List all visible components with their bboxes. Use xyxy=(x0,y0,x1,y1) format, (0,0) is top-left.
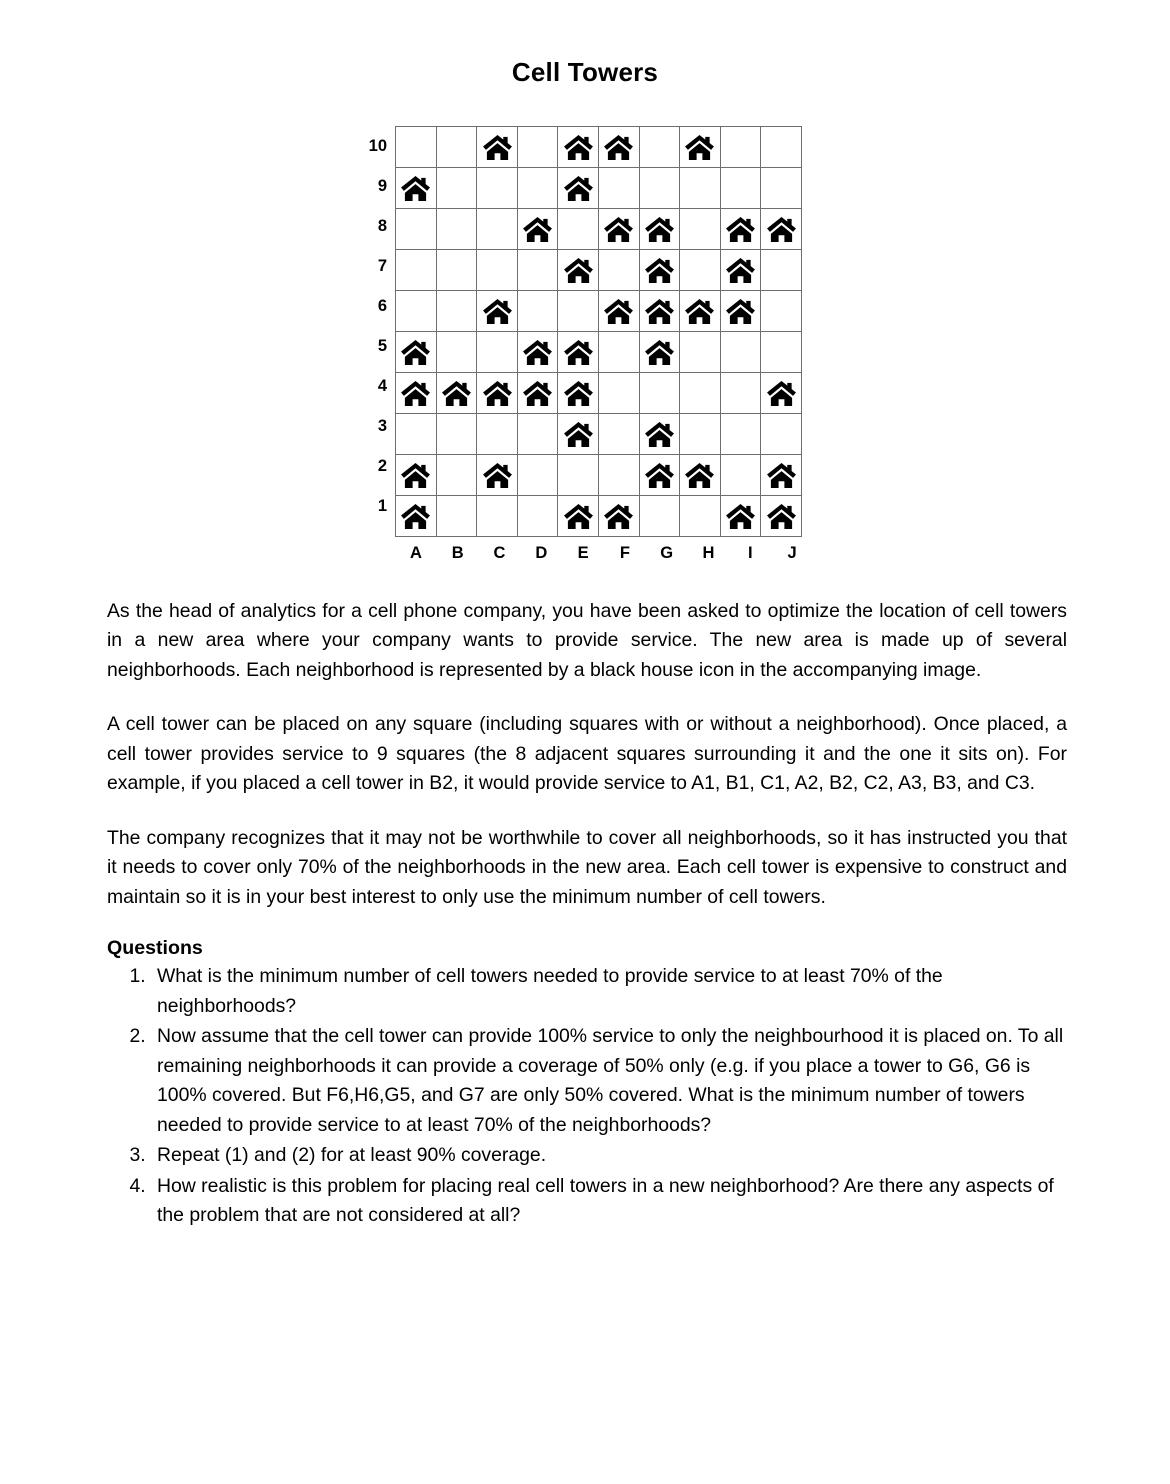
grid-cell-G8[interactable] xyxy=(639,209,680,250)
grid-row-label: 1 xyxy=(377,497,388,515)
grid-column-label: A xyxy=(409,544,422,562)
grid-cell-C10[interactable] xyxy=(477,127,518,168)
grid-cell-A6[interactable] xyxy=(396,291,437,332)
grid-cell-C3[interactable] xyxy=(477,414,518,455)
grid-cell-C1[interactable] xyxy=(477,496,518,537)
house-icon xyxy=(396,380,436,407)
grid-column-labels xyxy=(395,544,813,563)
house-icon xyxy=(558,134,598,161)
question-item: 3. Repeat (1) and (2) for at least 90% coverage. xyxy=(151,1141,1067,1170)
grid-cell-F8[interactable] xyxy=(598,209,639,250)
grid-cell-I10[interactable] xyxy=(720,127,761,168)
question-item: 4. How realistic is this problem for placing real cell towers in a new neighborhood? Are there any aspects of the problem that are not considered at all? xyxy=(151,1172,1067,1231)
house-icon xyxy=(558,339,598,366)
grid-cell-H3[interactable] xyxy=(680,414,721,455)
grid-row-label: 8 xyxy=(377,217,388,235)
grid-cell-C7[interactable] xyxy=(477,250,518,291)
grid-cell-B2[interactable] xyxy=(436,455,477,496)
grid-cell-A8[interactable] xyxy=(396,209,437,250)
grid-cell-G7[interactable] xyxy=(639,250,680,291)
grid-cell-J2[interactable] xyxy=(761,455,802,496)
grid-row xyxy=(396,127,802,168)
grid-cell-B5[interactable] xyxy=(436,332,477,373)
grid-cell-H2[interactable] xyxy=(680,455,721,496)
grid-cell-H9[interactable] xyxy=(680,168,721,209)
grid-cell-G2[interactable] xyxy=(639,455,680,496)
grid-cell-C4[interactable] xyxy=(477,373,518,414)
grid-cell-J10[interactable] xyxy=(761,127,802,168)
grid-cell-G9[interactable] xyxy=(639,168,680,209)
grid-cell-C2[interactable] xyxy=(477,455,518,496)
grid-cell-E4[interactable] xyxy=(558,373,599,414)
grid-cell-I3[interactable] xyxy=(720,414,761,455)
question-item: 1. What is the minimum number of cell towers needed to provide service to at least 70% of the neighborhoods? xyxy=(151,962,1067,1021)
grid-row xyxy=(396,168,802,209)
grid-cell-H7[interactable] xyxy=(680,250,721,291)
house-icon xyxy=(640,257,680,284)
house-icon xyxy=(599,298,639,325)
grid-cell-H8[interactable] xyxy=(680,209,721,250)
grid-cell-C9[interactable] xyxy=(477,168,518,209)
grid-cell-H1[interactable] xyxy=(680,496,721,537)
grid-column-label: C xyxy=(493,544,506,562)
grid-cell-A3[interactable] xyxy=(396,414,437,455)
paragraph-tower-rules: A cell tower can be placed on any square (including squares with or without a neighborhood). Once placed, a cell tower provides service to 9 squares (the 8 adjacent squares surrounding it and the one it sits on). For example, if you placed a cell tower in B2, it would provide service to A1, B1, C1, A2, B2, C2, A3, B3, and C3. xyxy=(107,713,1067,795)
grid-cell-E3[interactable] xyxy=(558,414,599,455)
grid-cell-E7[interactable] xyxy=(558,250,599,291)
grid-cell-E6[interactable] xyxy=(558,291,599,332)
grid-cell-D7[interactable] xyxy=(517,250,558,291)
grid-cell-A7[interactable] xyxy=(396,250,437,291)
grid-cell-B1[interactable] xyxy=(436,496,477,537)
grid-area xyxy=(357,126,813,537)
house-icon xyxy=(477,380,517,407)
grid-cell-F7[interactable] xyxy=(598,250,639,291)
grid-cell-F2[interactable] xyxy=(598,455,639,496)
grid-cell-I4[interactable] xyxy=(720,373,761,414)
grid-cell-I5[interactable] xyxy=(720,332,761,373)
grid-row-label: 10 xyxy=(368,137,388,155)
paragraph-intro: As the head of analytics for a cell phone company, you have been asked to optimize the location of cell towers in a new area where your company wants to provide service. The new area is made up of several neighborhoods. Each neighborhood is represented by a black house icon in the accompanying image. xyxy=(107,600,1067,681)
grid-cell-A9[interactable] xyxy=(396,168,437,209)
grid-cell-A5[interactable] xyxy=(396,332,437,373)
grid-row-label: 7 xyxy=(377,257,388,275)
house-icon xyxy=(518,380,558,407)
house-icon xyxy=(396,339,436,366)
body-text xyxy=(103,597,1067,1231)
grid-row-label: 5 xyxy=(377,337,388,355)
grid-cell-B3[interactable] xyxy=(436,414,477,455)
grid-cell-B10[interactable] xyxy=(436,127,477,168)
house-icon xyxy=(558,257,598,284)
grid-cell-A10[interactable] xyxy=(396,127,437,168)
grid-cell-I2[interactable] xyxy=(720,455,761,496)
house-icon xyxy=(680,298,720,325)
grid-cell-F5[interactable] xyxy=(598,332,639,373)
grid-column-label: I xyxy=(747,544,753,562)
grid-cell-C5[interactable] xyxy=(477,332,518,373)
grid-cell-D3[interactable] xyxy=(517,414,558,455)
house-icon xyxy=(640,216,680,243)
grid-cell-G3[interactable] xyxy=(639,414,680,455)
grid-cell-A2[interactable] xyxy=(396,455,437,496)
house-icon xyxy=(477,298,517,325)
house-icon xyxy=(680,134,720,161)
grid-cell-A4[interactable] xyxy=(396,373,437,414)
house-icon xyxy=(761,216,801,243)
grid-cell-C8[interactable] xyxy=(477,209,518,250)
house-icon xyxy=(599,134,639,161)
house-icon xyxy=(396,462,436,489)
house-icon xyxy=(761,380,801,407)
house-icon xyxy=(437,380,477,407)
grid-cell-D6[interactable] xyxy=(517,291,558,332)
grid-cell-H6[interactable] xyxy=(680,291,721,332)
grid-cell-D2[interactable] xyxy=(517,455,558,496)
paragraph-coverage-requirement: The company recognizes that it may not be worthwhile to cover all neighborhoods, so it has instructed you that it needs to cover only 70% of the neighborhoods in the new area. Each cell tower is expensive to construct and maintain so it is in your best interest to only use the minimum number of cell towers. xyxy=(107,826,1067,908)
grid-cell-H5[interactable] xyxy=(680,332,721,373)
grid-column-label: H xyxy=(702,544,715,562)
house-icon xyxy=(721,257,761,284)
grid-cell-E2[interactable] xyxy=(558,455,599,496)
grid-column-label: B xyxy=(451,544,464,562)
grid-cell-I6[interactable] xyxy=(720,291,761,332)
grid-cell-F6[interactable] xyxy=(598,291,639,332)
grid-cell-D5[interactable] xyxy=(517,332,558,373)
grid-cell-B8[interactable] xyxy=(436,209,477,250)
grid-cell-J8[interactable] xyxy=(761,209,802,250)
grid-row xyxy=(396,209,802,250)
grid-cell-J1[interactable] xyxy=(761,496,802,537)
house-icon xyxy=(558,175,598,202)
grid-cell-D10[interactable] xyxy=(517,127,558,168)
house-icon xyxy=(721,216,761,243)
grid-cell-J4[interactable] xyxy=(761,373,802,414)
grid-cell-J7[interactable] xyxy=(761,250,802,291)
grid-column-label: F xyxy=(619,544,630,562)
grid-cell-I9[interactable] xyxy=(720,168,761,209)
house-icon xyxy=(558,380,598,407)
house-icon xyxy=(396,503,436,530)
house-icon xyxy=(721,503,761,530)
house-icon xyxy=(640,298,680,325)
house-icon xyxy=(640,421,680,448)
grid-row xyxy=(396,414,802,455)
grid-row-label: 3 xyxy=(377,417,388,435)
house-icon xyxy=(558,421,598,448)
house-icon xyxy=(680,462,720,489)
question-item: 2. Now assume that the cell tower can provide 100% service to only the neighbourhood it is placed on. To all remaining neighborhoods it can provide a coverage of 50% only (e.g. if you place a tower to G6, G6 is 100% covered. But F6,H6,G5, and G7 are only 50% covered. What is the minimum number of towers needed to provide service to at least 70% of the neighborhoods? xyxy=(151,1022,1067,1140)
questions-heading: Questions xyxy=(107,937,203,960)
grid-cell-F3[interactable] xyxy=(598,414,639,455)
grid-cell-D8[interactable] xyxy=(517,209,558,250)
house-icon xyxy=(558,503,598,530)
house-icon xyxy=(518,339,558,366)
grid-cell-D1[interactable] xyxy=(517,496,558,537)
grid-column-label: G xyxy=(660,544,674,562)
house-icon xyxy=(599,216,639,243)
page-title: Cell Towers xyxy=(511,57,659,87)
house-icon xyxy=(396,175,436,202)
grid-row xyxy=(396,332,802,373)
grid-row xyxy=(396,250,802,291)
house-icon xyxy=(721,298,761,325)
house-icon xyxy=(640,462,680,489)
house-icon xyxy=(518,216,558,243)
grid-column-label: J xyxy=(787,544,797,562)
grid-row xyxy=(396,291,802,332)
grid-column-label: D xyxy=(535,544,548,562)
grid-row-label: 9 xyxy=(377,177,388,195)
grid-cell-J9[interactable] xyxy=(761,168,802,209)
grid-cell-H10[interactable] xyxy=(680,127,721,168)
grid-cell-F10[interactable] xyxy=(598,127,639,168)
house-icon xyxy=(640,339,680,366)
neighborhood-grid-figure xyxy=(357,126,813,563)
grid-cell-B7[interactable] xyxy=(436,250,477,291)
grid-row-label: 2 xyxy=(377,457,388,475)
grid-cell-F1[interactable] xyxy=(598,496,639,537)
grid-cell-F4[interactable] xyxy=(598,373,639,414)
grid-cell-H4[interactable] xyxy=(680,373,721,414)
grid-cell-B4[interactable] xyxy=(436,373,477,414)
grid-row xyxy=(396,373,802,414)
house-icon xyxy=(477,134,517,161)
grid-cell-B6[interactable] xyxy=(436,291,477,332)
house-icon xyxy=(477,462,517,489)
grid-cell-G1[interactable] xyxy=(639,496,680,537)
questions-list xyxy=(107,962,1067,1230)
figure-container xyxy=(0,126,1170,563)
grid-cell-D4[interactable] xyxy=(517,373,558,414)
grid-cell-C6[interactable] xyxy=(477,291,518,332)
grid-cell-G5[interactable] xyxy=(639,332,680,373)
grid-cell-E9[interactable] xyxy=(558,168,599,209)
house-icon xyxy=(599,503,639,530)
grid-cell-B9[interactable] xyxy=(436,168,477,209)
grid-cell-I7[interactable] xyxy=(720,250,761,291)
grid-column-label: E xyxy=(577,544,589,562)
grid-cell-G10[interactable] xyxy=(639,127,680,168)
grid-row-labels xyxy=(357,126,395,537)
grid-row xyxy=(396,496,802,537)
neighborhood-grid xyxy=(395,126,802,537)
grid-cell-I1[interactable] xyxy=(720,496,761,537)
grid-row-label: 6 xyxy=(377,297,388,315)
grid-cell-G4[interactable] xyxy=(639,373,680,414)
grid-cell-A1[interactable] xyxy=(396,496,437,537)
house-icon xyxy=(761,503,801,530)
grid-cell-J5[interactable] xyxy=(761,332,802,373)
grid-cell-G6[interactable] xyxy=(639,291,680,332)
grid-row-label: 4 xyxy=(377,377,388,395)
grid-body xyxy=(396,127,802,537)
grid-cell-J3[interactable] xyxy=(761,414,802,455)
grid-cell-E10[interactable] xyxy=(558,127,599,168)
grid-cell-J6[interactable] xyxy=(761,291,802,332)
grid-cell-I8[interactable] xyxy=(720,209,761,250)
grid-row xyxy=(396,455,802,496)
house-icon xyxy=(761,462,801,489)
grid-cell-E8[interactable] xyxy=(558,209,599,250)
grid-cell-D9[interactable] xyxy=(517,168,558,209)
grid-cell-E1[interactable] xyxy=(558,496,599,537)
grid-cell-E5[interactable] xyxy=(558,332,599,373)
grid-cell-F9[interactable] xyxy=(598,168,639,209)
